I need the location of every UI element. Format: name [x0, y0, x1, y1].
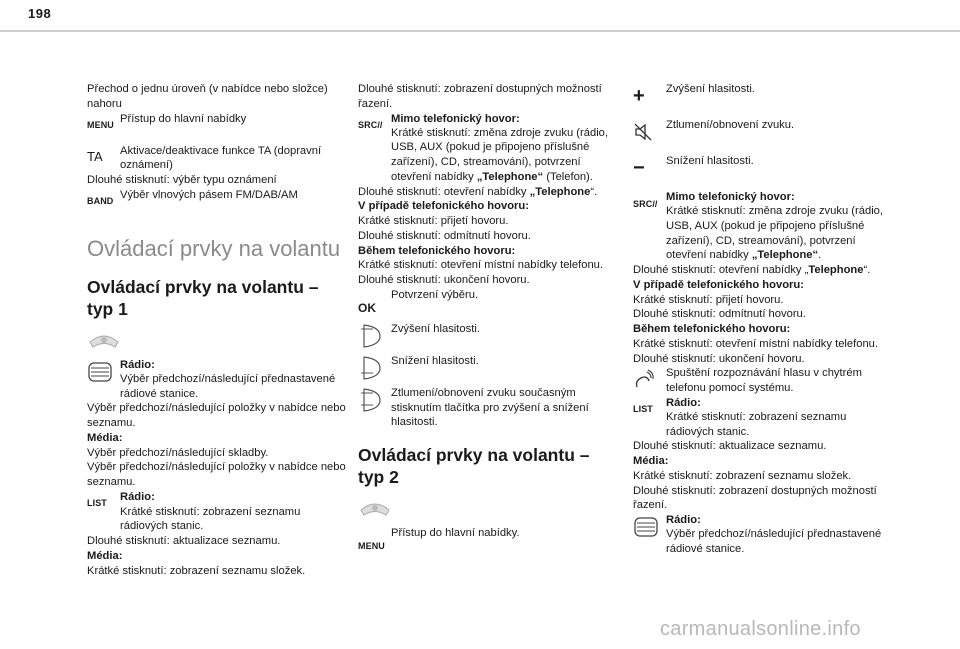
steering-wheel-type2-icon: [358, 496, 620, 520]
vol-up-description: Zvýšení hlasitosti.: [391, 322, 480, 335]
list-long-press: Dlouhé stisknutí: aktualizace seznamu.: [87, 535, 281, 547]
vol-down-row: [633, 154, 895, 182]
type2-heading: Ovládací prvky na volantu – typ 2: [358, 445, 590, 487]
reject-call-text: Dlouhé stisknutí: odmítnutí hovoru.: [633, 308, 806, 321]
radio-heading: Rádio:: [666, 514, 701, 526]
media-track-text: Výběr předchozí/následující skladby.: [87, 446, 269, 459]
list-media-short: Krátké stisknutí: zobrazení seznamu složek.: [87, 564, 306, 577]
list-button-icon: LIST: [87, 498, 107, 509]
vol-down-description: Snížení hlasitosti.: [666, 155, 754, 167]
list-button-icon: LIST: [633, 404, 653, 415]
mute-row: [358, 386, 620, 430]
minus-icon: −: [633, 157, 645, 179]
type1-heading: Ovládací prvky na volantu – typ 1: [87, 276, 319, 319]
accept-call-text: Krátké stisknutí: přijetí hovoru.: [633, 293, 784, 306]
ta-description: Aktivace/deaktivace funkce TA (dopravní oznámení): [120, 144, 322, 172]
thumbwheel-icon: [633, 513, 666, 541]
media-heading: Média:: [87, 431, 123, 444]
plus-icon: +: [633, 85, 645, 107]
band-row: [87, 188, 349, 216]
src-tel-icon: SRC //: [358, 120, 383, 131]
list-short-press: Krátké stisknutí: zobrazení seznamu rádiových stanic.: [120, 505, 301, 533]
level-up-text: Přechod o jednu úroveň (v nabídce nebo složce) nahoru: [87, 83, 328, 110]
menu-description: Přístup do hlavní nabídky: [120, 112, 247, 125]
mute-description: Ztlumení/obnovení zvuku současným stisknutím tlačítka pro zvýšení a snížení hlasitosti.: [391, 386, 589, 429]
vol-up-row: [358, 322, 620, 350]
src-long-press: Dlouhé stisknutí: otevření nabídky: [358, 185, 530, 198]
list-radio-heading: Rádio:: [120, 490, 155, 503]
ok-description: Potvrzení výběru.: [391, 288, 479, 301]
vol-down-description: Snížení hlasitosti.: [391, 354, 479, 367]
radio-preset-text: Výběr předchozí/následující přednastavené rádiové stanice.: [120, 372, 336, 400]
voice-row: [633, 366, 895, 396]
vol-up-row: [633, 82, 895, 110]
accept-call-text: Krátké stisknutí: přijetí hovoru.: [358, 215, 509, 227]
media-menu-text: Výběr předchozí/následující položky v nabídce nebo seznamu.: [87, 461, 346, 488]
phone-menu-text: Krátké stisknutí: otevření místní nabídky telefonu.: [633, 337, 879, 350]
incoming-call-heading: V případě telefonického hovoru:: [633, 278, 804, 291]
ok-button-icon: OK: [358, 301, 376, 315]
ta-row: [87, 144, 349, 174]
media-heading: Média:: [633, 455, 669, 467]
column-left: [87, 82, 349, 578]
phone-menu-text: Krátké stisknutí: otevření místní nabídky telefonu.: [358, 259, 604, 272]
band-description: Výběr vlnových pásem FM/DAB/AM: [120, 188, 298, 201]
column-right: + Zvýšení hlasitosti. Ztlumení/obnovení zvuku. − Snížení hlasitosti. SRC // Mimo telefonický hovor: Krátké stisknutí: změna zdroje zvuku (rádio, USB, AUX (pokud je připojeno příslušné zařízení), CD, streamování), potvrzení otevření nabídky „Telephone“. Dlouhé stisknutí: otevření nabídky „Telephone“. V případě telefonického hovoru: Krátké stisknutí: přijetí hovoru. Dlouhé stisknutí: odmítnutí hovoru. Během telefonického hovoru: Krátké stisknutí: otevření místní nabídky telefonu. Dlouhé stisknutí: ukončení hovoru. Spuštění rozpoznávání hlasu v chytrém telefonu pomocí systému. LIST Rádio: Krátké stisknutí: zobrazení seznamu rádiových stanic. Dlouhé stisknutí: aktualizace seznamu. Média: Krátké stisknutí: zobrazení seznamu složek. Dlouhé stisknutí: zobrazení dostupných možností řazení. Rádio: Výběr předchozí/následující přednastavené rádiové stanice.: [633, 82, 895, 557]
section-heading: Ovládací prvky na volantu: [87, 235, 341, 261]
page-number: 198: [28, 6, 52, 21]
src-short-press: Krátké stisknutí: změna zdroje zvuku (rádio, USB, AUX (pokud je připojeno příslušné zařízení), CD, streamování), potvrzení otevření nabídky: [666, 205, 884, 262]
menu2-description: Přístup do hlavní nabídky.: [391, 527, 520, 539]
src-long-press: Dlouhé stisknutí: otevření nabídky „: [633, 264, 809, 276]
steering-wheel-type1-icon: [87, 328, 349, 352]
stalk-mute-icon: [358, 386, 391, 414]
mute-icon: [633, 118, 666, 146]
list-row: [87, 490, 349, 534]
src-heading: Mimo telefonický hovor:: [391, 112, 520, 125]
vol-up-description: Zvýšení hlasitosti.: [666, 83, 755, 95]
src-short-press: Krátké stisknutí: změna zdroje zvuku (rádio, USB, AUX (pokud je připojeno příslušné zařízení), CD, streamování), potvrzení otevření nabídky: [391, 126, 609, 183]
thumbwheel-icon: [87, 358, 120, 386]
src-heading: Mimo telefonický hovor:: [666, 191, 795, 203]
during-call-heading: Během telefonického hovoru:: [358, 244, 516, 257]
ta-long-press: Dlouhé stisknutí: výběr typu oznámení: [87, 174, 277, 186]
menu-button-icon: MENU: [358, 541, 385, 552]
ta-button-icon: TA: [87, 149, 103, 165]
mute-row: [633, 118, 895, 146]
column-middle: Dlouhé stisknutí: zobrazení dostupných možností řazení. SRC // Mimo telefonický hovor: Krátké stisknutí: změna zdroje zvuku (rádio, USB, AUX (pokud je připojeno příslušné zařízení), CD, streamování), potvrzení otevření nabídky „Telephone“ (Telefon). Dlouhé stisknutí: otevření nabídky „Telephone“. V případě telefonického hovoru: Krátké stisknutí: přijetí hovoru. Dlouhé stisknutí: odmítnutí hovoru. Během telefonického hovoru: Krátké stisknutí: otevření místní nabídky telefonu. Dlouhé stisknutí: ukončení hovoru. OK Potvrzení výběru. Zvýšení hlasitosti. Snížení hlasitosti. Ztlumení/obnovení zvuku současným stisknutím tlačítka pro zvýšení a snížení hlasitosti. Ovládací prvky na volantu – typ 2 MENU Přístup do hlavní nabídky.: [358, 82, 620, 554]
incoming-call-heading: V případě telefonického hovoru:: [358, 200, 529, 213]
list-media-heading: Média:: [87, 549, 123, 562]
radio-menu-text: Výběr předchozí/následující položky v nabídce nebo seznamu.: [87, 402, 346, 429]
watermark: carmanualsonline.info: [660, 618, 861, 640]
menu-button-icon: MENU: [87, 120, 114, 131]
header-divider: [0, 30, 960, 32]
during-call-heading: Během telefonického hovoru:: [633, 323, 791, 335]
ok-row: [358, 288, 620, 316]
sort-options-text: Dlouhé stisknutí: zobrazení dostupných možností řazení.: [358, 83, 602, 110]
src-tel-icon: SRC //: [633, 198, 658, 209]
reject-call-text: Dlouhé stisknutí: odmítnutí hovoru.: [358, 229, 531, 242]
media-short-press: Krátké stisknutí: zobrazení seznamu složek.: [633, 469, 852, 482]
mute-description: Ztlumení/obnovení zvuku.: [666, 119, 795, 131]
list-long-press: Dlouhé stisknutí: aktualizace seznamu.: [633, 440, 827, 453]
radio-heading: Rádio:: [120, 358, 155, 371]
list-radio-heading: Rádio:: [666, 396, 701, 409]
menu2-row: [358, 526, 620, 554]
stalk-volume-up-icon: [358, 322, 391, 350]
list-short-press: Krátké stisknutí: zobrazení seznamu rádiových stanic.: [666, 410, 847, 438]
end-call-text: Dlouhé stisknutí: ukončení hovoru.: [633, 352, 805, 365]
voice-recognition-icon: [633, 366, 666, 394]
voice-description: Spuštění rozpoznávání hlasu v chytrém telefonu pomocí systému.: [666, 367, 862, 394]
end-call-text: Dlouhé stisknutí: ukončení hovoru.: [358, 274, 530, 286]
vol-down-row: [358, 354, 620, 382]
menu-row: [87, 112, 349, 140]
radio-preset-text: Výběr předchozí/následující přednastavené rádiové stanice.: [666, 528, 882, 555]
stalk-volume-down-icon: [358, 354, 391, 382]
media-long-press: Dlouhé stisknutí: zobrazení dostupných možností řazení.: [633, 484, 877, 512]
band-button-icon: BAND: [87, 196, 114, 207]
